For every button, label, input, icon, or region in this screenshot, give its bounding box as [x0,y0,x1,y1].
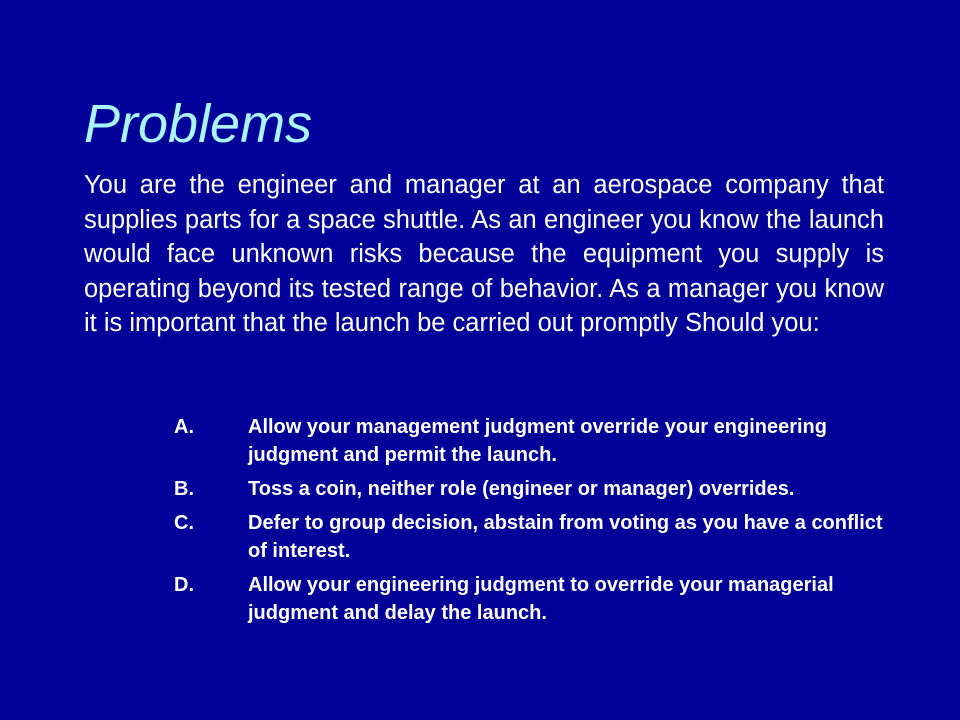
option-letter: A. [174,416,194,438]
slide-title: Problems [84,94,313,154]
answer-option-d [174,571,894,627]
option-text: Toss a coin, neither role (engineer or manager) overrides. [248,478,795,500]
option-text: Defer to group decision, abstain from voting as you have a conflict of interest. [248,512,883,562]
answer-option-a [174,413,894,469]
option-text: Allow your management judgment override your engineering judgment and permit the launch. [248,416,827,466]
option-letter: D. [174,574,194,596]
option-letter: C. [174,512,194,534]
slide-body-text: You are the engineer and manager at an aerospace company that supplies parts for a space shuttle. As an engineer you know the launch would face unknown risks because the equipment you supply is operating beyond its tested range of behavior. As a manager you know it is important that the launch be carried out promptly Should you: [84,171,884,337]
option-letter: B. [174,478,194,500]
answer-option-b [174,475,894,503]
answer-options-list [174,413,894,633]
answer-option-c [174,509,894,565]
option-text: Allow your engineering judgment to override your managerial judgment and delay the launch. [248,574,834,624]
